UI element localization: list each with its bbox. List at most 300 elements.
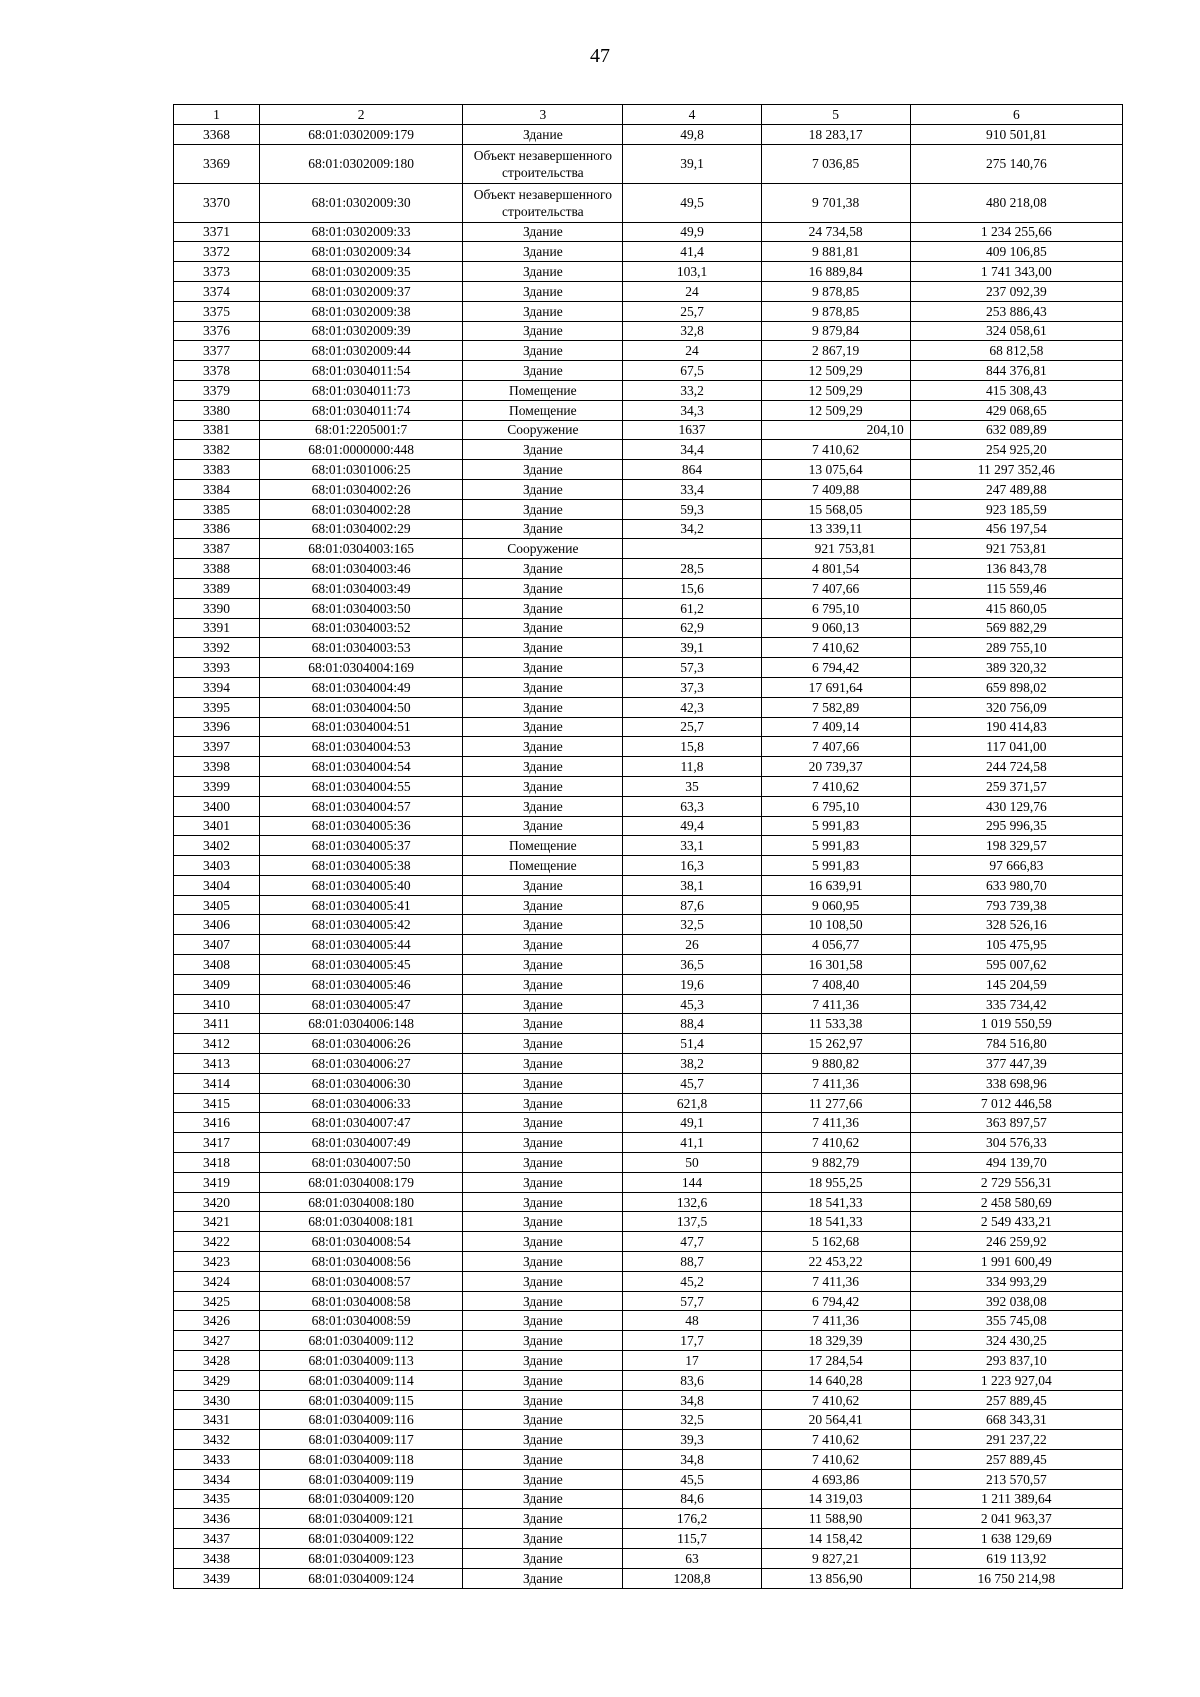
page-number: 47 [590, 45, 610, 67]
table-row [174, 1529, 1123, 1549]
row-number-cell: 3395 [174, 697, 260, 717]
unit-value-cell: 6 795,10 [761, 598, 910, 618]
cadastral-number-cell: 68:01:0304007:47 [260, 1113, 463, 1133]
cadastral-number-cell: 68:01:0304002:28 [260, 499, 463, 519]
row-number-cell: 3382 [174, 440, 260, 460]
area-cell: 34,4 [623, 440, 761, 460]
row-number-cell: 3379 [174, 380, 260, 400]
total-value-cell: 324 058,61 [910, 321, 1122, 341]
row-number-cell: 3433 [174, 1450, 260, 1470]
table-row [174, 1548, 1123, 1568]
total-value-cell: 145 204,59 [910, 974, 1122, 994]
table-row [174, 697, 1123, 717]
unit-value-cell: 7 411,36 [761, 994, 910, 1014]
total-value-cell: 569 882,29 [910, 618, 1122, 638]
unit-value-cell: 14 640,28 [761, 1370, 910, 1390]
cadastral-number-cell: 68:01:0304011:73 [260, 380, 463, 400]
area-cell: 32,5 [623, 915, 761, 935]
unit-value-cell: 14 319,03 [761, 1489, 910, 1509]
table-row [174, 242, 1123, 262]
table-row [174, 618, 1123, 638]
row-number-cell: 3368 [174, 124, 260, 144]
table-row [174, 420, 1123, 440]
table-row [174, 1311, 1123, 1331]
cadastral-number-cell: 68:01:0302009:179 [260, 124, 463, 144]
cadastral-number-cell: 68:01:0304009:112 [260, 1331, 463, 1351]
total-value-cell: 2 458 580,69 [910, 1192, 1122, 1212]
total-value-cell: 1 211 389,64 [910, 1489, 1122, 1509]
table-row [174, 598, 1123, 618]
table-row [174, 994, 1123, 1014]
area-cell: 16,3 [623, 856, 761, 876]
cadastral-number-cell: 68:01:0304009:120 [260, 1489, 463, 1509]
area-cell: 17 [623, 1351, 761, 1371]
table-row [174, 1073, 1123, 1093]
total-value-cell: 429 068,65 [910, 400, 1122, 420]
table-row [174, 1370, 1123, 1390]
object-type-cell: Здание [463, 460, 623, 480]
object-type-cell: Здание [463, 677, 623, 697]
cadastral-number-cell: 68:01:0304002:26 [260, 479, 463, 499]
cadastral-number-cell: 68:01:0304008:56 [260, 1252, 463, 1272]
cadastral-number-cell: 68:01:0304005:37 [260, 836, 463, 856]
row-number-cell: 3404 [174, 875, 260, 895]
total-value-cell: 136 843,78 [910, 559, 1122, 579]
object-type-cell: Здание [463, 1509, 623, 1529]
unit-value-cell: 9 879,84 [761, 321, 910, 341]
cadastral-number-cell: 68:01:0304004:55 [260, 776, 463, 796]
unit-value-cell: 6 795,10 [761, 796, 910, 816]
object-type-cell: Здание [463, 1271, 623, 1291]
area-cell: 11,8 [623, 757, 761, 777]
unit-value-cell: 9 701,38 [761, 183, 910, 222]
unit-value-cell: 2 867,19 [761, 341, 910, 361]
row-number-cell: 3397 [174, 737, 260, 757]
table-row [174, 638, 1123, 658]
table-row [174, 1469, 1123, 1489]
cadastral-number-cell: 68:01:0304004:169 [260, 658, 463, 678]
unit-value-cell: 13 075,64 [761, 460, 910, 480]
table-row [174, 1192, 1123, 1212]
column-header-6: 6 [910, 105, 1122, 125]
total-value-cell: 254 925,20 [910, 440, 1122, 460]
total-value-cell: 257 889,45 [910, 1390, 1122, 1410]
area-cell: 28,5 [623, 559, 761, 579]
total-value-cell: 1 234 255,66 [910, 222, 1122, 242]
object-type-cell: Здание [463, 1548, 623, 1568]
area-cell: 39,1 [623, 638, 761, 658]
unit-value-cell: 4 056,77 [761, 935, 910, 955]
object-type-cell: Здание [463, 479, 623, 499]
table-row [174, 717, 1123, 737]
area-cell: 61,2 [623, 598, 761, 618]
object-type-cell: Здание [463, 955, 623, 975]
total-value-cell: 259 371,57 [910, 776, 1122, 796]
area-cell: 45,7 [623, 1073, 761, 1093]
unit-value-cell: 7 410,62 [761, 776, 910, 796]
cadastral-number-cell: 68:01:0304008:54 [260, 1232, 463, 1252]
cadastral-number-cell: 68:01:0304006:30 [260, 1073, 463, 1093]
total-value-cell: 334 993,29 [910, 1271, 1122, 1291]
row-number-cell: 3394 [174, 677, 260, 697]
total-value-cell: 68 812,58 [910, 341, 1122, 361]
total-value-cell: 97 666,83 [910, 856, 1122, 876]
area-cell: 49,4 [623, 816, 761, 836]
object-type-cell: Здание [463, 1568, 623, 1588]
area-cell: 137,5 [623, 1212, 761, 1232]
unit-value-cell: 7 410,62 [761, 1390, 910, 1410]
cadastral-number-cell: 68:01:0304008:58 [260, 1291, 463, 1311]
total-value-cell: 293 837,10 [910, 1351, 1122, 1371]
unit-value-cell: 7 409,88 [761, 479, 910, 499]
table-row [174, 499, 1123, 519]
area-cell: 25,7 [623, 301, 761, 321]
area-cell: 67,5 [623, 361, 761, 381]
object-type-cell: Здание [463, 796, 623, 816]
total-value-cell: 338 698,96 [910, 1073, 1122, 1093]
table-row [174, 776, 1123, 796]
table-row [174, 578, 1123, 598]
row-number-cell: 3411 [174, 1014, 260, 1034]
row-number-cell: 3428 [174, 1351, 260, 1371]
area-cell: 33,4 [623, 479, 761, 499]
table-row [174, 144, 1123, 183]
table-row [174, 262, 1123, 282]
unit-value-cell: 4 693,86 [761, 1469, 910, 1489]
cadastral-number-cell: 68:01:0302009:30 [260, 183, 463, 222]
unit-value-cell: 17 691,64 [761, 677, 910, 697]
row-number-cell: 3398 [174, 757, 260, 777]
row-number-cell: 3388 [174, 559, 260, 579]
object-type-cell: Здание [463, 242, 623, 262]
total-value-cell: 11 297 352,46 [910, 460, 1122, 480]
unit-value-cell: 9 880,82 [761, 1054, 910, 1074]
cadastral-number-cell: 68:01:0301006:25 [260, 460, 463, 480]
total-value-cell: 1 638 129,69 [910, 1529, 1122, 1549]
table-row [174, 1232, 1123, 1252]
object-type-cell: Здание [463, 816, 623, 836]
total-value-cell: 355 745,08 [910, 1311, 1122, 1331]
object-type-cell: Здание [463, 1192, 623, 1212]
total-value-cell: 335 734,42 [910, 994, 1122, 1014]
area-cell: 42,3 [623, 697, 761, 717]
object-type-cell: Здание [463, 1489, 623, 1509]
cadastral-number-cell: 68:01:0304003:53 [260, 638, 463, 658]
object-type-cell: Здание [463, 598, 623, 618]
area-cell: 33,2 [623, 380, 761, 400]
total-value-cell: 793 739,38 [910, 895, 1122, 915]
area-cell: 45,3 [623, 994, 761, 1014]
area-cell: 15,8 [623, 737, 761, 757]
area-cell: 49,9 [623, 222, 761, 242]
object-type-cell: Здание [463, 994, 623, 1014]
cadastral-number-cell: 68:01:0304009:115 [260, 1390, 463, 1410]
object-type-cell: Здание [463, 935, 623, 955]
row-number-cell: 3409 [174, 974, 260, 994]
total-value-cell: 619 113,92 [910, 1548, 1122, 1568]
object-type-cell: Здание [463, 776, 623, 796]
area-cell: 26 [623, 935, 761, 955]
area-cell: 87,6 [623, 895, 761, 915]
area-cell: 84,6 [623, 1489, 761, 1509]
table-header [174, 105, 1123, 125]
object-type-cell: Здание [463, 1054, 623, 1074]
cadastral-number-cell: 68:01:0302009:44 [260, 341, 463, 361]
area-cell: 37,3 [623, 677, 761, 697]
object-type-cell: Здание [463, 974, 623, 994]
total-value-cell: 415 860,05 [910, 598, 1122, 618]
area-cell: 88,7 [623, 1252, 761, 1272]
row-number-cell: 3419 [174, 1172, 260, 1192]
unit-value-cell: 5 991,83 [761, 856, 910, 876]
row-number-cell: 3429 [174, 1370, 260, 1390]
row-number-cell: 3423 [174, 1252, 260, 1272]
table-row [174, 183, 1123, 222]
cadastral-number-cell: 68:01:0304005:46 [260, 974, 463, 994]
row-number-cell: 3422 [174, 1232, 260, 1252]
unit-value-cell: 5 991,83 [761, 836, 910, 856]
row-number-cell: 3425 [174, 1291, 260, 1311]
table-row [174, 677, 1123, 697]
area-cell: 45,5 [623, 1469, 761, 1489]
total-value-cell: 2 549 433,21 [910, 1212, 1122, 1232]
total-value-cell: 494 139,70 [910, 1153, 1122, 1173]
table-row [174, 875, 1123, 895]
table-row [174, 935, 1123, 955]
row-number-cell: 3412 [174, 1034, 260, 1054]
table-row [174, 1054, 1123, 1074]
cadastral-number-cell: 68:01:0304004:50 [260, 697, 463, 717]
table-row [174, 1212, 1123, 1232]
unit-value-cell: 18 329,39 [761, 1331, 910, 1351]
table-row [174, 955, 1123, 975]
cadastral-number-cell: 68:01:0304005:44 [260, 935, 463, 955]
area-cell: 38,2 [623, 1054, 761, 1074]
area-cell: 34,8 [623, 1390, 761, 1410]
area-cell: 47,7 [623, 1232, 761, 1252]
row-number-cell: 3383 [174, 460, 260, 480]
unit-value-cell: 24 734,58 [761, 222, 910, 242]
object-type-cell: Сооружение [463, 539, 623, 559]
cadastral-number-cell: 68:01:0304009:113 [260, 1351, 463, 1371]
total-value-cell: 595 007,62 [910, 955, 1122, 975]
total-value-cell: 1 741 343,00 [910, 262, 1122, 282]
table-row [174, 1390, 1123, 1410]
table-row [174, 519, 1123, 539]
total-value-cell: 117 041,00 [910, 737, 1122, 757]
unit-value-cell: 16 301,58 [761, 955, 910, 975]
row-number-cell: 3396 [174, 717, 260, 737]
unit-value-cell: 7 409,14 [761, 717, 910, 737]
total-value-cell: 921 753,81 [910, 539, 1122, 559]
total-value-cell: 244 724,58 [910, 757, 1122, 777]
row-number-cell: 3389 [174, 578, 260, 598]
object-type-cell: Здание [463, 638, 623, 658]
object-type-cell: Здание [463, 915, 623, 935]
area-cell: 1637 [623, 420, 761, 440]
total-value-cell: 377 447,39 [910, 1054, 1122, 1074]
row-number-cell: 3381 [174, 420, 260, 440]
table-row [174, 1450, 1123, 1470]
cadastral-number-cell: 68:01:0304009:121 [260, 1509, 463, 1529]
cadastral-number-cell: 68:01:0304006:26 [260, 1034, 463, 1054]
unit-value-cell: 7 407,66 [761, 737, 910, 757]
object-type-cell: Здание [463, 1153, 623, 1173]
total-value-cell: 190 414,83 [910, 717, 1122, 737]
unit-value-cell: 20 739,37 [761, 757, 910, 777]
area-cell: 132,6 [623, 1192, 761, 1212]
object-type-cell: Здание [463, 1311, 623, 1331]
total-value-cell: 16 750 214,98 [910, 1568, 1122, 1588]
table-row [174, 479, 1123, 499]
row-number-cell: 3387 [174, 539, 260, 559]
area-cell: 39,3 [623, 1430, 761, 1450]
cadastral-number-cell: 68:01:0304004:51 [260, 717, 463, 737]
area-cell: 88,4 [623, 1014, 761, 1034]
cadastral-number-cell: 68:01:0304009:119 [260, 1469, 463, 1489]
row-number-cell: 3413 [174, 1054, 260, 1074]
unit-value-cell: 6 794,42 [761, 658, 910, 678]
row-number-cell: 3390 [174, 598, 260, 618]
cadastral-number-cell: 68:01:0304006:33 [260, 1093, 463, 1113]
cadastral-number-cell: 68:01:0304003:50 [260, 598, 463, 618]
unit-value-cell: 18 541,33 [761, 1192, 910, 1212]
table-row [174, 361, 1123, 381]
column-header-4: 4 [623, 105, 761, 125]
object-type-cell: Здание [463, 757, 623, 777]
object-type-cell: Здание [463, 1450, 623, 1470]
area-cell [623, 539, 761, 559]
cadastral-number-cell: 68:01:0000000:448 [260, 440, 463, 460]
row-number-cell: 3420 [174, 1192, 260, 1212]
cadastral-number-cell: 68:01:0304007:50 [260, 1153, 463, 1173]
object-type-cell: Здание [463, 440, 623, 460]
total-value-cell: 247 489,88 [910, 479, 1122, 499]
table-row [174, 1271, 1123, 1291]
unit-value-cell: 6 794,42 [761, 1291, 910, 1311]
unit-value-cell: 5 162,68 [761, 1232, 910, 1252]
row-number-cell: 3370 [174, 183, 260, 222]
table-row [174, 440, 1123, 460]
row-number-cell: 3377 [174, 341, 260, 361]
unit-value-cell: 9 060,95 [761, 895, 910, 915]
unit-value-cell: 14 158,42 [761, 1529, 910, 1549]
table-row [174, 1509, 1123, 1529]
cadastral-number-cell: 68:01:0304005:41 [260, 895, 463, 915]
area-cell: 19,6 [623, 974, 761, 994]
unit-value-cell: 921 753,81 [761, 539, 910, 559]
area-cell: 45,2 [623, 1271, 761, 1291]
table-row [174, 341, 1123, 361]
total-value-cell: 246 259,92 [910, 1232, 1122, 1252]
cadastral-number-cell: 68:01:0304005:47 [260, 994, 463, 1014]
total-value-cell: 320 756,09 [910, 697, 1122, 717]
unit-value-cell: 4 801,54 [761, 559, 910, 579]
cadastral-number-cell: 68:01:0304009:116 [260, 1410, 463, 1430]
object-type-cell: Здание [463, 1073, 623, 1093]
cadastral-number-cell: 68:01:0304004:49 [260, 677, 463, 697]
total-value-cell: 784 516,80 [910, 1034, 1122, 1054]
unit-value-cell: 18 955,25 [761, 1172, 910, 1192]
unit-value-cell: 7 410,62 [761, 638, 910, 658]
unit-value-cell: 16 889,84 [761, 262, 910, 282]
unit-value-cell: 9 060,13 [761, 618, 910, 638]
cadastral-number-cell: 68:01:0304006:148 [260, 1014, 463, 1034]
object-type-cell: Здание [463, 301, 623, 321]
area-cell: 49,1 [623, 1113, 761, 1133]
cadastral-number-cell: 68:01:0304008:181 [260, 1212, 463, 1232]
unit-value-cell: 11 588,90 [761, 1509, 910, 1529]
area-cell: 57,7 [623, 1291, 761, 1311]
row-number-cell: 3437 [174, 1529, 260, 1549]
cadastral-number-cell: 68:01:0304008:59 [260, 1311, 463, 1331]
table-row [174, 281, 1123, 301]
total-value-cell: 389 320,32 [910, 658, 1122, 678]
object-type-cell: Здание [463, 222, 623, 242]
column-header-2: 2 [260, 105, 463, 125]
row-number-cell: 3417 [174, 1133, 260, 1153]
object-type-cell: Объект незавершенного строительства [463, 183, 623, 222]
total-value-cell: 430 129,76 [910, 796, 1122, 816]
table-row [174, 380, 1123, 400]
unit-value-cell: 9 882,79 [761, 1153, 910, 1173]
object-type-cell: Здание [463, 618, 623, 638]
unit-value-cell: 15 568,05 [761, 499, 910, 519]
row-number-cell: 3426 [174, 1311, 260, 1331]
unit-value-cell: 15 262,97 [761, 1034, 910, 1054]
cadastral-number-cell: 68:01:0302009:39 [260, 321, 463, 341]
cadastral-number-cell: 68:01:0304008:179 [260, 1172, 463, 1192]
total-value-cell: 844 376,81 [910, 361, 1122, 381]
row-number-cell: 3430 [174, 1390, 260, 1410]
table-row [174, 301, 1123, 321]
property-table [173, 104, 1123, 1589]
row-number-cell: 3436 [174, 1509, 260, 1529]
column-header-3: 3 [463, 105, 623, 125]
cadastral-number-cell: 68:01:0304004:57 [260, 796, 463, 816]
unit-value-cell: 7 411,36 [761, 1113, 910, 1133]
unit-value-cell: 7 411,36 [761, 1271, 910, 1291]
row-number-cell: 3392 [174, 638, 260, 658]
area-cell: 39,1 [623, 144, 761, 183]
area-cell: 34,8 [623, 1450, 761, 1470]
total-value-cell: 198 329,57 [910, 836, 1122, 856]
object-type-cell: Здание [463, 1370, 623, 1390]
table-row [174, 658, 1123, 678]
unit-value-cell: 7 410,62 [761, 1450, 910, 1470]
total-value-cell: 659 898,02 [910, 677, 1122, 697]
total-value-cell: 213 570,57 [910, 1469, 1122, 1489]
object-type-cell: Помещение [463, 836, 623, 856]
unit-value-cell: 17 284,54 [761, 1351, 910, 1371]
row-number-cell: 3399 [174, 776, 260, 796]
cadastral-number-cell: 68:01:0304011:74 [260, 400, 463, 420]
area-cell: 32,5 [623, 1410, 761, 1430]
area-cell: 83,6 [623, 1370, 761, 1390]
table-row [174, 915, 1123, 935]
area-cell: 32,8 [623, 321, 761, 341]
cadastral-number-cell: 68:01:0304005:40 [260, 875, 463, 895]
cadastral-number-cell: 68:01:0304009:117 [260, 1430, 463, 1450]
unit-value-cell: 9 878,85 [761, 301, 910, 321]
unit-value-cell: 7 408,40 [761, 974, 910, 994]
table-row [174, 1430, 1123, 1450]
row-number-cell: 3416 [174, 1113, 260, 1133]
object-type-cell: Здание [463, 1113, 623, 1133]
area-cell: 621,8 [623, 1093, 761, 1113]
row-number-cell: 3406 [174, 915, 260, 935]
row-number-cell: 3438 [174, 1548, 260, 1568]
